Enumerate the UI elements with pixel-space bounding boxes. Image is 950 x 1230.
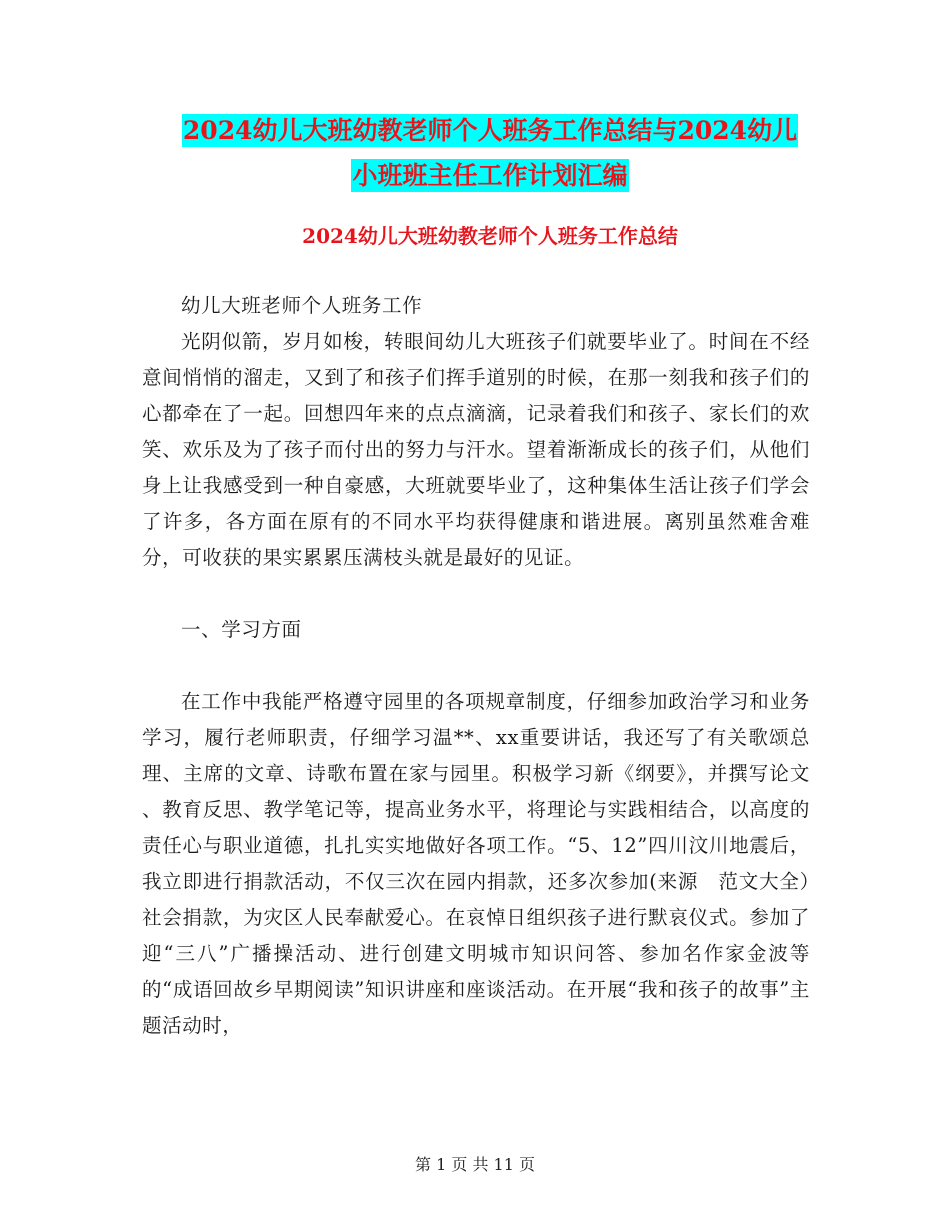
- section-title: 2024幼儿大班幼教老师个人班务工作总结: [302, 224, 678, 248]
- page-footer: 第 1 页 共 11 页: [415, 1155, 535, 1174]
- paragraph-study: 在工作中我能严格遵守园里的各项规章制度，仔细参加政治学习和业务学习，履行老师职责，仔细学习温**、xx重要讲话，我还写了有关歌颂总理、主席的文章、诗歌布置在家与园里。积极学习新《纲要》，并撰写论文 、教育反思、教学笔记等，提高业务水平，将理论与实践相结合，以高度的责任心与职业道德，扎扎实实地做好各项工作。“5、12”四川汶川地震后，我立即进行捐款活动，不仅三次在园内捐款，还多次参加(来源 范文大全）社会捐款，为灾区人民奉献爱心。在哀悼日组织孩子进行默哀仪式。参加了迎“三八”广播操活动、进行创建文明城市知识问答、参加名作家金波等的“成语回故乡早期阅读”知识讲座和座谈活动。在开展“我和孩子的故事”主题活动时，: [142, 690, 810, 1037]
- document-title-line-1: 2024幼儿大班幼教老师个人班务工作总结与2024幼儿: [182, 116, 798, 145]
- paragraph-intro: 光阴似箭，岁月如梭，转眼间幼儿大班孩子们就要毕业了。时间在不经意间悄悄的溜走，又到了和孩子们挥手道别的时候，在那一刻我和孩子们的心都牵在了一起。回想四年来的点点滴滴，记录着我们和孩子、家长们的欢笑、欢乐及为了孩子而付出的努力与汗水。望着渐渐成长的孩子们，从他们身上让我感受到一种自豪感，大班就要毕业了，这种集体生活让孩子们学会了许多，各方面在原有的不同水平均获得健康和谐进展。离别虽然难舍难分，可收获的果实累累压满枝头就是最好的见证。: [142, 330, 810, 569]
- subsection-heading-study: 一、学习方面: [181, 618, 302, 641]
- document-body: [142, 288, 810, 1044]
- paragraph-heading: 幼儿大班老师个人班务工作: [181, 294, 423, 317]
- document-title: [140, 108, 840, 198]
- document-title-line-2: 小班班主任工作计划汇编: [352, 161, 628, 190]
